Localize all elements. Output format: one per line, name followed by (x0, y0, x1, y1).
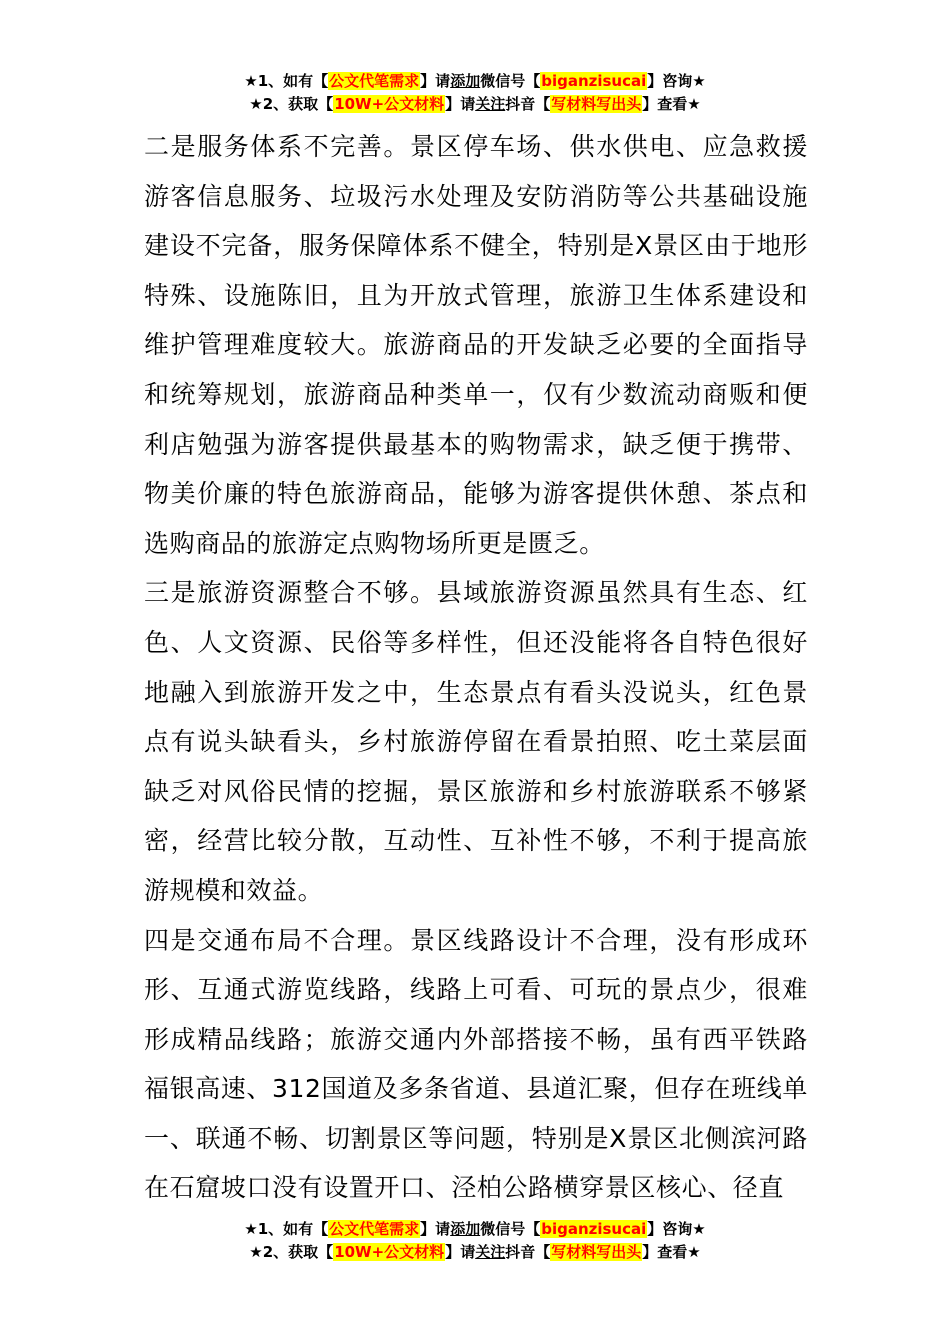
banner-line-1-mid2: 微信号【 (480, 72, 541, 90)
paragraph-traffic-layout: 四是交通布局不合理。景区线路设计不合理，没有形成环形、互通式游览线路，线路上可看、可玩的景点少，很难形成精品线路；旅游交通内外部搭接不畅，虽有西平铁路福银高速、312国道及多条省道、县道汇聚，但存在班线单一、联通不畅、切割景区等问题，特别是X景区北侧滨河路在石窟坡口没有设置开口、泾柏公路横穿景区核心、径直 (144, 925, 808, 1203)
banner-line-2-mid: 】请 (445, 95, 476, 113)
banner-line-2-prefix: ★2、获取【 (249, 95, 334, 113)
document-body (144, 122, 808, 1212)
banner-line-1-suffix: 】咨询★ (647, 72, 706, 90)
banner-line-1-highlight-wechat: biganzisucai (541, 72, 647, 90)
footer-line-1-highlight-service: 公文代笔需求 (329, 1220, 420, 1238)
banner-line-2-highlight-materials: 10W+公文材料 (334, 95, 445, 113)
paragraph-service-system: 二是服务体系不完善。景区停车场、供水供电、应急救援游客信息服务、垃圾污水处理及安防消防等公共基础设施建设不完备，服务保障体系不健全，特别是X景区由于地形特殊、设施陈旧，且为开放式管理，旅游卫生体系建设和维护管理难度较大。旅游商品的开发缺乏必要的全面指导和统筹规划，旅游商品种类单一，仅有少数流动商贩和便利店勉强为游客提供最基本的购物需求，缺乏便于携带、物美价廉的特色旅游商品，能够为游客提供休憩、茶点和选购商品的旅游定点购物场所更是匮乏。 (144, 132, 808, 558)
footer-line-1-suffix: 】咨询★ (647, 1220, 706, 1238)
footer-line-1-underlined: 添加 (450, 1220, 481, 1238)
footer-banner-line-2 (0, 1241, 950, 1264)
footer-line-1-mid: 】请 (420, 1220, 451, 1238)
footer-line-2-mid: 】请 (445, 1243, 476, 1261)
footer-line-1-prefix: ★1、如有【 (244, 1220, 329, 1238)
banner-line-1-underlined: 添加 (450, 72, 481, 90)
banner-line-1-highlight-service: 公文代笔需求 (329, 72, 420, 90)
footer-line-2-highlight-douyin: 写材料写出头 (551, 1243, 642, 1261)
footer-line-2-prefix: ★2、获取【 (249, 1243, 334, 1261)
footer-line-1-mid2: 微信号【 (480, 1220, 541, 1238)
footer-line-2-mid2: 抖音【 (505, 1243, 551, 1261)
banner-line-2 (0, 93, 950, 116)
banner-line-2-mid2: 抖音【 (505, 95, 551, 113)
banner-line-2-underlined: 关注 (475, 95, 506, 113)
footer-line-2-highlight-materials: 10W+公文材料 (334, 1243, 445, 1261)
banner-line-1-prefix: ★1、如有【 (244, 72, 329, 90)
footer-banner (0, 1218, 950, 1264)
footer-banner-line-1 (0, 1218, 950, 1241)
banner-line-2-highlight-douyin: 写材料写出头 (551, 95, 642, 113)
banner-line-1-mid: 】请 (420, 72, 451, 90)
footer-line-2-suffix: 】查看★ (642, 1243, 701, 1261)
paragraph-resource-integration: 三是旅游资源整合不够。县域旅游资源虽然具有生态、红色、人文资源、民俗等多样性，但还没能将各自特色很好地融入到旅游开发之中，生态景点有看头没说头，红色景点有说头缺看头，乡村旅游停留在看景拍照、吃土菜层面缺乏对风俗民情的挖掘，景区旅游和乡村旅游联系不够紧密，经营比较分散，互动性、互补性不够，不利于提高旅游规模和效益。 (144, 578, 808, 905)
footer-line-1-highlight-wechat: biganzisucai (541, 1220, 647, 1238)
footer-line-2-underlined: 关注 (475, 1243, 506, 1261)
banner-line-1 (0, 70, 950, 93)
banner-line-2-suffix: 】查看★ (642, 95, 701, 113)
header-banner (0, 70, 950, 116)
